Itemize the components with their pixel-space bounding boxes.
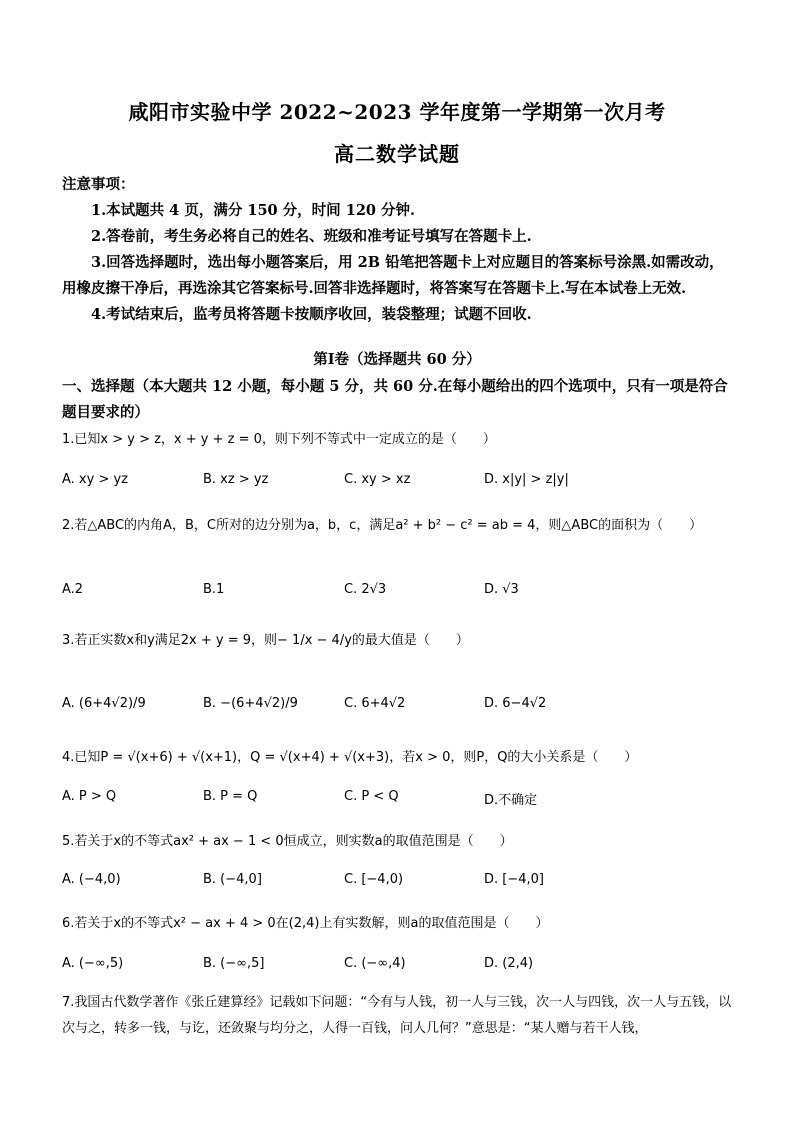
option-a: A. xy > yz bbox=[62, 472, 128, 487]
option-b: B. (−4,0] bbox=[203, 872, 262, 887]
option-d: D. x|y| > z|y| bbox=[484, 472, 569, 487]
volume-heading: 第Ⅰ卷（选择题共 60 分） bbox=[313, 351, 481, 368]
option-c: C. P < Q bbox=[344, 789, 399, 804]
question-stem: 7.我国古代数学著作《张丘建算经》记载如下问题：“今有与人钱，初一人与三钱，次一人与四钱，次一人与五钱，以次与之，转多一钱，与讫，还敛聚与均分之，人得一百钱，问人几何？”意思是：“某人赠与若干人钱， bbox=[62, 995, 732, 1036]
question-stem: 5.若关于x的不等式ax² + ax − 1 < 0恒成立，则实数a的取值范围是（ ） bbox=[62, 834, 513, 849]
exam-subtitle: 高二数学试题 bbox=[334, 142, 460, 166]
section-heading: 一、选择题（本大题共 12 小题，每小题 5 分，共 60 分.在每小题给出的四个选项中，只有一项是符合题目要求的） bbox=[62, 378, 728, 421]
note-item: 4.考试结束后，监考员将答题卡按顺序收回，装袋整理；试题不回收. bbox=[91, 306, 532, 323]
option-d: D. [−4,0] bbox=[484, 872, 544, 887]
option-c: C. xy > xz bbox=[344, 472, 411, 487]
option-b: B. −(6+4√2)/9 bbox=[203, 696, 298, 711]
option-d: D.不确定 bbox=[484, 793, 538, 808]
option-b: B. xz > yz bbox=[203, 472, 269, 487]
question-stem: 4.已知P = √(x+6) + √(x+1)，Q = √(x+4) + √(x+3)，若x > 0，则P，Q的大小关系是（ ） bbox=[62, 750, 638, 765]
option-d: D. √3 bbox=[484, 582, 519, 597]
notes-block bbox=[62, 172, 734, 328]
option-c: C. 6+4√2 bbox=[344, 696, 406, 711]
option-c: C. (−∞,4) bbox=[344, 956, 406, 971]
note-item: 1.本试题共 4 页，满分 150 分，时间 120 分钟. bbox=[91, 202, 416, 219]
question-stem: 3.若正实数x和y满足2x + y = 9，则− 1/x − 4/y的最大值是（ ） bbox=[62, 633, 469, 648]
question-stem: 2.若△ABC的内角A，B，C所对的边分别为a，b，c，满足a² + b² − c² = ab = 4，则△ABC的面积为（ ） bbox=[62, 518, 703, 533]
option-a: A. P > Q bbox=[62, 789, 117, 804]
note-item: 3.回答选择题时，选出每小题答案后，用 2B 铅笔把答题卡上对应题目的答案标号涂黑.如需改动，用橡皮擦干净后，再选涂其它答案标号.回答非选择题时，将答案写在答题卡上.写在本试卷上无效. bbox=[62, 254, 724, 297]
option-d: D. (2,4) bbox=[484, 956, 534, 971]
option-a: A. (−4,0) bbox=[62, 872, 121, 887]
note-item: 2.答卷前，考生务必将自己的姓名、班级和准考证号填写在答题卡上. bbox=[91, 228, 532, 245]
exam-title: 咸阳市实验中学 2022~2023 学年度第一学期第一次月考 bbox=[128, 100, 666, 124]
option-a: A.2 bbox=[62, 582, 84, 597]
option-c: C. [−4,0) bbox=[344, 872, 404, 887]
option-a: A. (6+4√2)/9 bbox=[62, 696, 146, 711]
question-stem: 6.若关于x的不等式x² − ax + 4 > 0在(2,4)上有实数解，则a的取值范围是（ ） bbox=[62, 916, 549, 931]
option-b: B.1 bbox=[203, 582, 225, 597]
option-b: B. P = Q bbox=[203, 789, 258, 804]
option-b: B. (−∞,5] bbox=[203, 956, 265, 971]
option-a: A. (−∞,5) bbox=[62, 956, 124, 971]
question-stem: 1.已知x > y > z，x + y + z = 0，则下列不等式中一定成立的是（ ） bbox=[62, 432, 496, 447]
option-c: C. 2√3 bbox=[344, 582, 387, 597]
notes-heading: 注意事项： bbox=[62, 176, 135, 193]
option-d: D. 6−4√2 bbox=[484, 696, 547, 711]
